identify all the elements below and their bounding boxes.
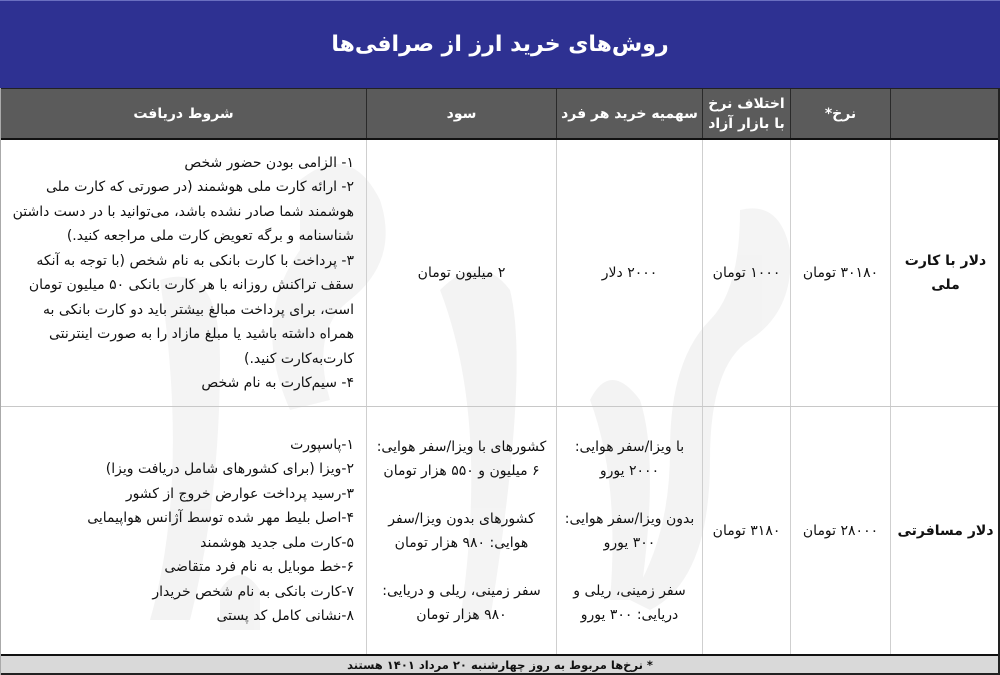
diff-cell	[702, 407, 790, 654]
condition-item: ۸-نشانی کامل کد پستی	[216, 608, 354, 624]
condition-item: ۲-ویزا (برای کشورهای شامل دریافت ویزا)	[105, 461, 354, 477]
condition-item: ۲- ارائه کارت ملی هوشمند (در صورتی که کارت ملی هوشمند شما صادر نشده باشد، می‌توانید با در دست داشتن شناسنامه و برگه تعویض کارت ملی مراجعه کنید.)	[12, 179, 354, 244]
condition-item: ۶-خط موبایل به نام فرد متقاضی	[164, 559, 354, 575]
table-row	[0, 407, 1000, 654]
condition-item: ۴-اصل بلیط مهر شده توسط آژانس هواپیمایی	[87, 510, 354, 526]
profit-cell	[366, 140, 556, 406]
conditions-cell	[0, 407, 366, 654]
footnote	[0, 654, 1000, 675]
type-cell	[890, 407, 1000, 654]
profit-cell	[366, 407, 556, 654]
quota-item: با ویزا/سفر هوایی: ۲۰۰۰ یورو	[574, 438, 685, 479]
condition-item: ۱-پاسپورت	[290, 436, 354, 453]
header-conditions-label: شروط دریافت	[133, 105, 234, 122]
diff-value: ۱۰۰۰ تومان	[712, 265, 781, 281]
table-title-text: روش‌های خرید ارز از صرافی‌ها	[331, 32, 669, 57]
condition-item: ۱- الزامی بودن حضور شخص	[184, 154, 354, 171]
rate-value: ۲۸۰۰۰ تومان	[802, 522, 879, 539]
header-diff-label	[708, 94, 785, 134]
condition-item: ۳-رسید پرداخت عوارض خروج از کشور	[125, 485, 354, 502]
quota-item: سفر زمینی، ریلی و دریایی: ۳۰۰ یورو	[573, 582, 686, 623]
profit-list	[375, 435, 548, 627]
header-quota	[556, 89, 702, 138]
condition-item: ۷-کارت بانکی به نام شخص خریدار	[152, 583, 354, 600]
footnote-text: * نرخ‌ها مربوط به روز چهارشنبه ۲۰ مرداد ۱۴۰۱ هستند	[347, 657, 653, 672]
profit-item: سفر زمینی، ریلی و دریایی: ۹۸۰ هزار تومان	[382, 582, 541, 623]
header-profit-label: سود	[446, 105, 477, 122]
quota-item: بدون ویزا/سفر هوایی: ۳۰۰ یورو	[564, 510, 695, 551]
table-title	[0, 0, 1000, 88]
header-quota-label: سهمیه خرید هر فرد	[561, 105, 698, 122]
header-rate	[790, 89, 890, 138]
rate-cell	[790, 407, 890, 654]
header-type	[890, 89, 1000, 138]
conditions-cell	[0, 140, 366, 406]
header-profit	[366, 89, 556, 138]
table-frame-left	[0, 88, 1, 675]
conditions-list	[11, 433, 354, 629]
diff-cell	[702, 140, 790, 406]
header-diff	[702, 89, 790, 138]
diff-value: ۳۱۸۰ تومان	[712, 522, 781, 539]
quota-list	[563, 435, 696, 627]
table-row	[0, 140, 1000, 407]
header-rate-label: نرخ*	[824, 105, 857, 122]
type-label: دلار مسافرتی	[897, 522, 994, 539]
table-header-row	[0, 88, 1000, 140]
profit-value: ۲ میلیون تومان	[417, 265, 506, 281]
quota-cell	[556, 140, 702, 406]
rate-cell	[790, 140, 890, 406]
header-diff-line1: اختلاف نرخ	[708, 95, 785, 112]
condition-item: ۵-کارت ملی جدید هوشمند	[200, 534, 354, 551]
condition-item: ۳- پرداخت با کارت بانکی به نام شخص (با توجه به آنکه سقف تراکنش روزانه با هر کارت بانکی ۵۰ میلیون تومان است، برای پرداخت مبالغ بیشتر باید دو کارت بانکی به همراه داشته باشید یا مبلغ مازاد را به صورت اینترنتی کارت‌به‌کارت کنید.)	[28, 252, 354, 367]
profit-item: کشورهای با ویزا/سفر هوایی: ۶ میلیون و ۵۵۰ هزار تومان	[376, 438, 547, 479]
condition-item: ۴- سیم‌کارت به نام شخص	[201, 375, 354, 391]
conditions-list	[11, 151, 354, 396]
quota-value: ۲۰۰۰ دلار	[601, 265, 658, 281]
rate-value: ۳۰۱۸۰ تومان	[802, 265, 879, 281]
header-diff-line2: با بازار آزاد	[708, 115, 785, 132]
type-label: دلار با کارت ملی	[904, 253, 987, 293]
quota-cell	[556, 407, 702, 654]
currency-table	[0, 88, 1000, 654]
type-cell	[890, 140, 1000, 406]
profit-item: کشورهای بدون ویزا/سفر هوایی: ۹۸۰ هزار تومان	[388, 510, 535, 551]
header-conditions	[0, 89, 366, 138]
